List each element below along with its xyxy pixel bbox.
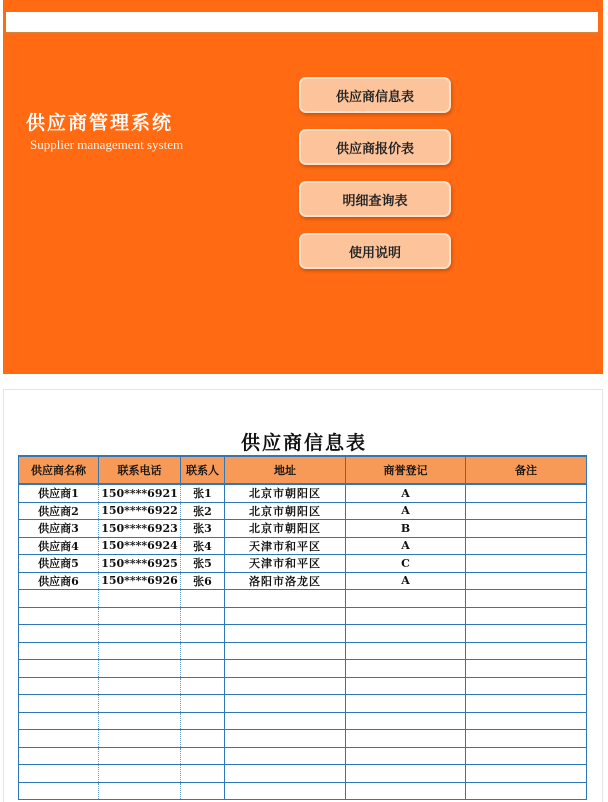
empty-table-row [19,625,587,643]
cell-name[interactable]: 供应商6 [19,572,99,590]
cell-rating[interactable] [346,607,466,625]
cell-phone[interactable] [99,695,181,713]
cell-name[interactable] [19,695,99,713]
cell-address[interactable] [225,765,346,783]
cell-name[interactable] [19,730,99,748]
cell-rating[interactable]: A [346,572,466,590]
cell-phone[interactable] [99,607,181,625]
cell-phone[interactable] [99,765,181,783]
cell-notes[interactable] [466,677,587,695]
cell-contact[interactable] [181,642,225,660]
cell-name[interactable] [19,712,99,730]
cell-phone[interactable] [99,677,181,695]
cell-name[interactable] [19,607,99,625]
top-blank-bar [6,12,598,33]
cell-phone[interactable]: 150****6921 [99,484,181,502]
cell-contact[interactable] [181,625,225,643]
cell-phone[interactable] [99,660,181,678]
cell-contact[interactable] [181,747,225,765]
empty-table-row [19,782,587,800]
cell-name[interactable]: 供应商1 [19,484,99,502]
table-row [19,537,587,555]
cell-notes[interactable] [466,765,587,783]
cell-address[interactable] [225,660,346,678]
table-body [19,484,587,800]
empty-table-row [19,730,587,748]
column-header-address[interactable]: 地址 [225,456,346,484]
cell-address[interactable] [225,625,346,643]
cell-rating[interactable] [346,642,466,660]
cell-rating[interactable] [346,590,466,608]
cell-name[interactable] [19,747,99,765]
cell-phone[interactable] [99,730,181,748]
empty-table-row [19,590,587,608]
table-row [19,520,587,538]
cell-address[interactable]: 北京市朝阳区 [225,502,346,520]
cell-rating[interactable] [346,765,466,783]
detail-query-button[interactable]: 明细查询表 [299,181,451,217]
cell-phone[interactable] [99,642,181,660]
cell-contact[interactable] [181,590,225,608]
sheet-title: 供应商信息表 [240,432,367,454]
cell-address[interactable]: 洛阳市洛龙区 [225,572,346,590]
cell-name[interactable] [19,625,99,643]
cell-name[interactable] [19,660,99,678]
cell-address[interactable] [225,730,346,748]
cell-phone[interactable] [99,747,181,765]
cell-rating[interactable] [346,660,466,678]
cell-rating[interactable] [346,712,466,730]
cell-phone[interactable]: 150****6926 [99,572,181,590]
usage-instructions-button[interactable]: 使用说明 [299,233,451,269]
cell-contact[interactable] [181,730,225,748]
app-title: 供应商管理系统 [26,112,174,134]
empty-table-row [19,712,587,730]
cell-name[interactable] [19,642,99,660]
empty-table-row [19,747,587,765]
table-row [19,572,587,590]
cell-rating[interactable] [346,730,466,748]
cell-rating[interactable]: A [346,537,466,555]
empty-table-row [19,765,587,783]
cell-notes[interactable] [466,502,587,520]
cell-address[interactable]: 天津市和平区 [225,555,346,573]
cell-rating[interactable] [346,625,466,643]
empty-table-row [19,677,587,695]
cell-notes[interactable] [466,555,587,573]
cell-address[interactable] [225,712,346,730]
cell-name[interactable]: 供应商3 [19,520,99,538]
cell-phone[interactable] [99,782,181,800]
cell-address[interactable]: 北京市朝阳区 [225,520,346,538]
column-header-rating[interactable]: 商誉登记 [346,456,466,484]
empty-table-row [19,660,587,678]
cell-phone[interactable]: 150****6924 [99,537,181,555]
empty-table-row [19,695,587,713]
cell-rating[interactable]: A [346,502,466,520]
column-header-contact[interactable]: 联系人 [181,456,225,484]
cell-notes[interactable] [466,660,587,678]
cell-address[interactable] [225,782,346,800]
cell-notes[interactable] [466,747,587,765]
cell-notes[interactable] [466,625,587,643]
cell-name[interactable] [19,765,99,783]
cell-notes[interactable] [466,607,587,625]
cell-contact[interactable]: 张1 [181,484,225,502]
cell-contact[interactable] [181,677,225,695]
cell-phone[interactable]: 150****6925 [99,555,181,573]
cell-name[interactable] [19,677,99,695]
cell-contact[interactable] [181,607,225,625]
cell-rating[interactable] [346,677,466,695]
cell-contact[interactable] [181,782,225,800]
cell-rating[interactable]: B [346,520,466,538]
cell-phone[interactable]: 150****6923 [99,520,181,538]
cell-contact[interactable] [181,660,225,678]
cell-name[interactable] [19,590,99,608]
cell-address[interactable] [225,642,346,660]
cell-rating[interactable] [346,782,466,800]
column-header-notes[interactable]: 备注 [466,456,587,484]
cell-phone[interactable] [99,625,181,643]
cell-notes[interactable] [466,695,587,713]
cell-notes[interactable] [466,484,587,502]
cell-address[interactable] [225,590,346,608]
cell-rating[interactable]: C [346,555,466,573]
cell-notes[interactable] [466,712,587,730]
cell-contact[interactable] [181,712,225,730]
cell-name[interactable]: 供应商4 [19,537,99,555]
supplier-table [18,455,587,800]
table-row [19,502,587,520]
cell-name[interactable]: 供应商5 [19,555,99,573]
cell-address[interactable]: 天津市和平区 [225,537,346,555]
column-header-name[interactable]: 供应商名称 [19,456,99,484]
cell-phone[interactable] [99,712,181,730]
cell-notes[interactable] [466,642,587,660]
cell-address[interactable] [225,747,346,765]
supplier-quote-button[interactable]: 供应商报价表 [299,129,451,165]
column-header-phone[interactable]: 联系电话 [99,456,181,484]
table-row [19,484,587,502]
cell-address[interactable] [225,695,346,713]
table-row [19,555,587,573]
cell-notes[interactable] [466,590,587,608]
cell-phone[interactable]: 150****6922 [99,502,181,520]
cell-address[interactable] [225,677,346,695]
table-header-row [19,456,587,484]
cell-phone[interactable] [99,590,181,608]
cell-notes[interactable] [466,782,587,800]
cell-name[interactable]: 供应商2 [19,502,99,520]
cell-rating[interactable]: A [346,484,466,502]
cell-contact[interactable]: 张3 [181,520,225,538]
cell-contact[interactable] [181,765,225,783]
cell-contact[interactable]: 张5 [181,555,225,573]
empty-table-row [19,642,587,660]
cell-contact[interactable]: 张6 [181,572,225,590]
cell-address[interactable]: 北京市朝阳区 [225,484,346,502]
cell-contact[interactable]: 张2 [181,502,225,520]
cell-notes[interactable] [466,730,587,748]
cell-notes[interactable] [466,537,587,555]
cell-contact[interactable] [181,695,225,713]
cell-address[interactable] [225,607,346,625]
empty-table-row [19,607,587,625]
supplier-info-button[interactable]: 供应商信息表 [299,77,451,113]
cell-notes[interactable] [466,572,587,590]
cell-notes[interactable] [466,520,587,538]
cell-rating[interactable] [346,695,466,713]
cell-name[interactable] [19,782,99,800]
app-subtitle: Supplier management system [30,137,184,152]
cell-contact[interactable]: 张4 [181,537,225,555]
cell-rating[interactable] [346,747,466,765]
